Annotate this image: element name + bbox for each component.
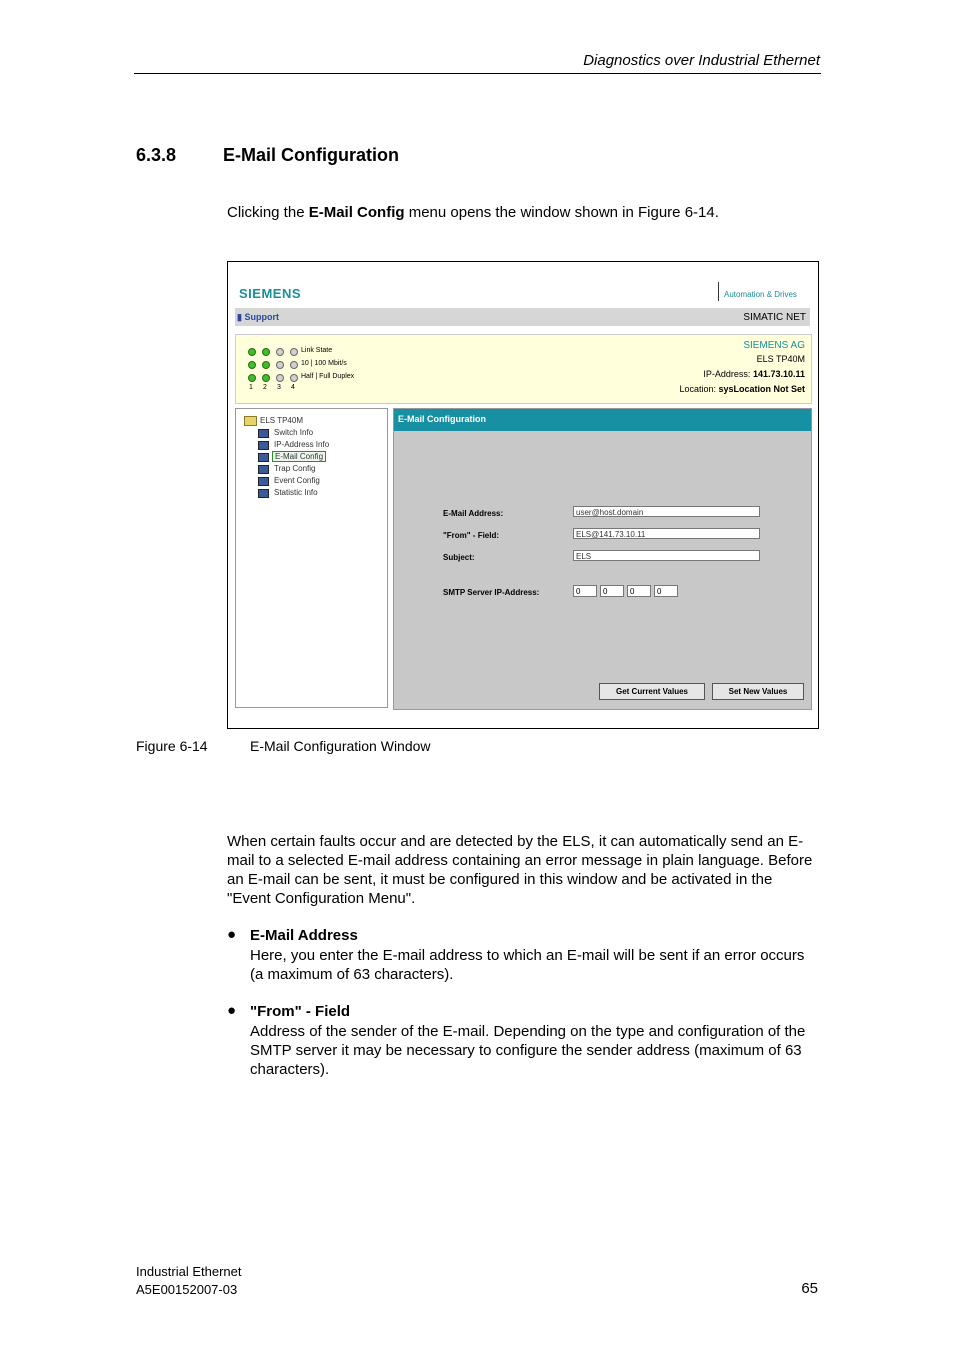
tree-item-label: Switch Info [274,428,314,437]
page-icon [258,477,269,486]
legend-speed: 10 | 100 Mbit/s [301,360,347,367]
led-speed-3 [276,361,284,369]
bullet-marker: ● [227,926,237,943]
set-new-values-button[interactable]: Set New Values [712,683,804,700]
figure-email-config-window [227,261,819,729]
led-link-2 [262,348,270,356]
section-title: E-Mail Configuration [223,145,399,165]
legend-link-state: Link State [301,347,333,354]
page-icon [258,453,269,462]
email-address-input[interactable]: user@host.domain [573,506,760,517]
subject-input[interactable]: ELS [573,550,760,561]
support-label: Support [244,312,279,322]
smtp-octet-2[interactable]: 0 [600,585,624,597]
tree-item-label: E-Mail Config [272,451,326,462]
intro-pre: Clicking the [227,204,309,221]
tree-item-trap-config[interactable] [258,464,316,473]
tree-item-event-config[interactable] [258,476,320,485]
support-link[interactable]: ▮ Support [237,312,279,322]
from-field-label: "From" - Field: [443,531,500,540]
smtp-octet-4[interactable]: 0 [654,585,678,597]
location-value: sysLocation Not Set [718,384,805,394]
tree-item-email-config[interactable] [258,452,326,461]
led-duplex-1 [248,374,256,382]
bullet-title-email-address: E-Mail Address [250,927,358,944]
footer-doc-number: A5E00152007-03 [136,1282,238,1297]
tree-item-label: Trap Config [274,464,316,473]
led-link-4 [290,348,298,356]
port-number: 2 [263,384,267,391]
tree-root[interactable] [244,416,303,426]
location-line [679,384,805,394]
tree-root-label: ELS TP40M [260,416,303,426]
smtp-server-label: SMTP Server IP-Address: [443,588,540,597]
siemens-logo: SIEMENS [239,286,302,301]
smtp-octet-1[interactable]: 0 [573,585,597,597]
led-duplex-2 [262,374,270,382]
intro-paragraph [227,203,827,222]
company-name: SIEMENS AG [743,340,805,351]
led-link-1 [248,348,256,356]
running-header: Diagnostics over Industrial Ethernet [583,52,820,69]
led-speed-1 [248,361,256,369]
get-current-values-button[interactable]: Get Current Values [599,683,705,700]
product-line: SIMATIC NET [743,312,806,323]
intro-bold: E-Mail Config [308,204,405,221]
led-speed-2 [262,361,270,369]
led-duplex-3 [276,374,284,382]
page-icon [258,429,269,438]
bullet-text-email-address: Here, you enter the E-mail address to which an E-mail will be sent if an error occurs (a maximum of 63 characters). [250,947,805,983]
header-divider [718,282,719,301]
subject-label: Subject: [443,553,475,562]
tree-item-ip-address-info[interactable] [258,440,329,449]
bullet-marker: ● [227,1002,237,1019]
status-panel [235,334,812,404]
email-address-label: E-Mail Address: [443,509,504,518]
led-speed-4 [290,361,298,369]
smtp-octet-3[interactable]: 0 [627,585,651,597]
from-field-input[interactable]: ELS@141.73.10.11 [573,528,760,539]
bullet-title-from-field: "From" - Field [250,1003,351,1020]
led-duplex-4 [290,374,298,382]
panel-title: E-Mail Configuration [398,414,486,424]
device-name: ELS TP40M [756,354,805,364]
intro-post: menu opens the window shown in Figure 6-14. [404,204,719,221]
led-link-3 [276,348,284,356]
section-number: 6.3.8 [136,145,177,165]
folder-icon [244,416,257,426]
bullet-text-from-field: Address of the sender of the E-mail. Depending on the type and configuration of the SMTP server it may be necessary to configure the sender address (maximum of 63 characters). [250,1023,806,1078]
navigation-tree [235,408,388,708]
page-icon [258,465,269,474]
header-rule [134,73,821,74]
figure-caption-number: Figure 6-14 [136,738,208,754]
port-number: 4 [291,384,295,391]
tree-item-label: Event Config [274,476,320,485]
tree-item-label: IP-Address Info [274,440,330,449]
ip-value: 141.73.10.11 [752,369,805,379]
figure-caption-text: E-Mail Configuration Window [250,738,431,754]
body-paragraph: When certain faults occur and are detected by the ELS, it can automatically send an E-mail to a selected E-mail address containing an error message in plain language. Before an E-mail can be sent, it must be configured in this window and be activated in the "Event Configuration Menu". [227,833,813,907]
tagline: Automation & Drives [724,290,797,299]
port-number: 1 [249,384,253,391]
footer-product: Industrial Ethernet [136,1264,242,1279]
panel-header [394,409,811,431]
location-label: Location: [679,384,716,394]
tree-item-label: Statistic Info [274,488,318,497]
ip-label: IP-Address: [703,369,751,379]
tree-item-statistic-info[interactable] [258,488,318,497]
port-number: 3 [277,384,281,391]
legend-duplex: Half | Full Duplex [301,373,355,380]
page-icon [258,489,269,498]
page-number: 65 [801,1280,818,1297]
tree-item-switch-info[interactable] [258,428,313,437]
ip-address-line [703,369,805,379]
email-config-panel [393,408,812,710]
page-icon [258,441,269,450]
